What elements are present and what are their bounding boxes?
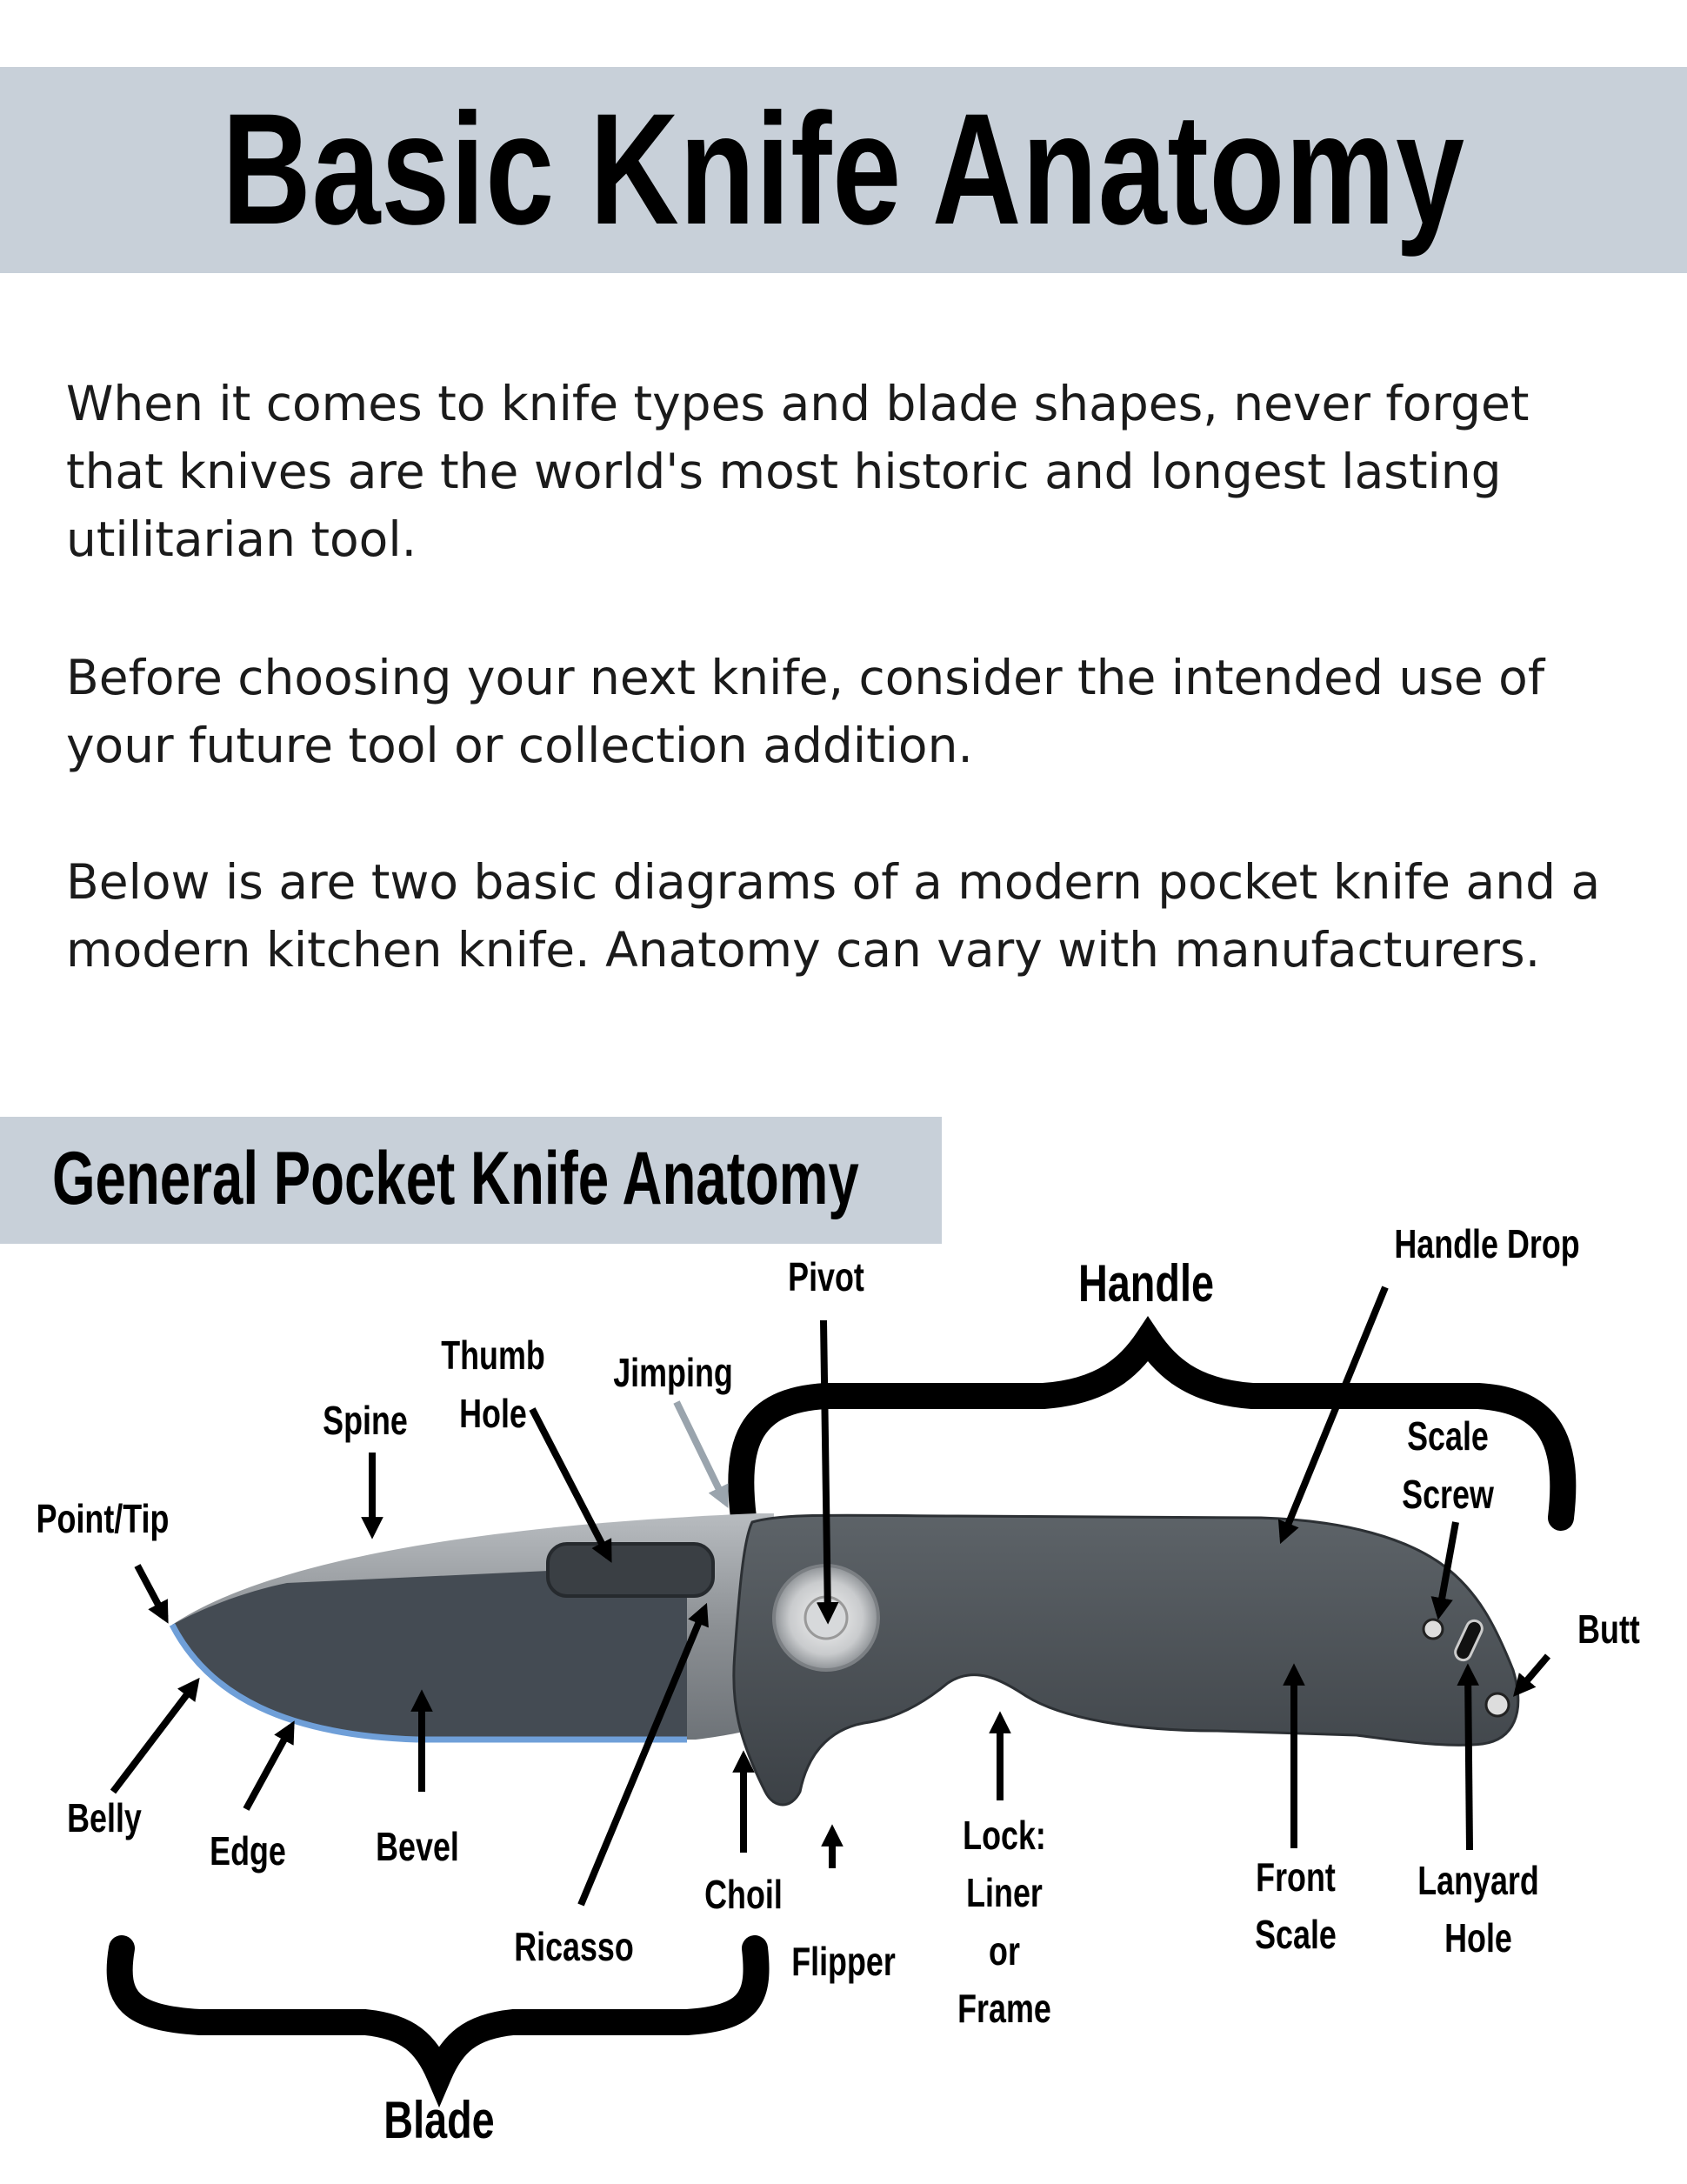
label-choil: Choil [704, 1872, 783, 1917]
label-thumb-hole-line1: Thumb [441, 1332, 545, 1378]
diagram-intro-paragraph: Below is are two basic diagrams of a modern pocket knife and a modern kitchen knife. Anatomy can vary with manufacturers. [66, 854, 1601, 978]
label-scale-screw-line1: Scale [1407, 1413, 1489, 1459]
arrow-handle-drop [1283, 1287, 1385, 1538]
label-lanyard-hole-line2: Hole [1444, 1915, 1512, 1960]
label-point-tip: Point/Tip [36, 1496, 170, 1541]
arrow-point-tip [137, 1566, 165, 1618]
knife-blade [172, 1513, 774, 1740]
arrow-edge [246, 1726, 291, 1809]
label-spine: Spine [323, 1398, 408, 1443]
label-bevel: Bevel [376, 1824, 459, 1869]
arrow-pivot [823, 1320, 828, 1618]
label-lock-line1: Lock: [963, 1813, 1046, 1858]
arrow-jimping [677, 1402, 725, 1502]
label-handle: Handle [1077, 1254, 1215, 1312]
label-blade: Blade [383, 2091, 495, 2149]
advice-paragraph: Before choosing your next knife, consider the intended use of your future tool or collection addition. [66, 650, 1545, 773]
label-lock-line3: or [989, 1928, 1020, 1974]
page-title: Basic Knife Anatomy [222, 80, 1465, 257]
pocket-knife-diagram [0, 1244, 1687, 2184]
intro-paragraph: When it comes to knife types and blade shapes, never forget that knives are the world's most historic and longest lasting utilitarian tool. [66, 376, 1530, 567]
arrow-lanyard-hole [1468, 1670, 1470, 1850]
blade-brace [120, 1948, 757, 2074]
label-lanyard-hole-line1: Lanyard [1417, 1858, 1539, 1903]
label-scale-screw-line2: Screw [1402, 1472, 1494, 1517]
label-front-scale-line2: Scale [1255, 1912, 1337, 1957]
label-thumb-hole-line2: Hole [459, 1391, 527, 1436]
label-handle-drop: Handle Drop [1394, 1221, 1580, 1266]
section-title: General Pocket Knife Anatomy [52, 1137, 859, 1220]
knife-handle [734, 1515, 1518, 1805]
label-jimping: Jimping [613, 1350, 733, 1395]
arrow-belly [113, 1683, 196, 1792]
label-butt: Butt [1577, 1606, 1640, 1652]
arrow-butt [1517, 1656, 1548, 1692]
label-lock-line4: Frame [957, 1986, 1051, 2031]
label-pivot: Pivot [788, 1254, 864, 1299]
label-front-scale-line1: Front [1256, 1854, 1336, 1900]
label-belly: Belly [67, 1795, 142, 1840]
label-lock-line2: Liner [966, 1870, 1043, 1915]
label-edge: Edge [210, 1828, 286, 1873]
label-flipper: Flipper [791, 1939, 896, 1984]
label-ricasso: Ricasso [514, 1924, 634, 1969]
